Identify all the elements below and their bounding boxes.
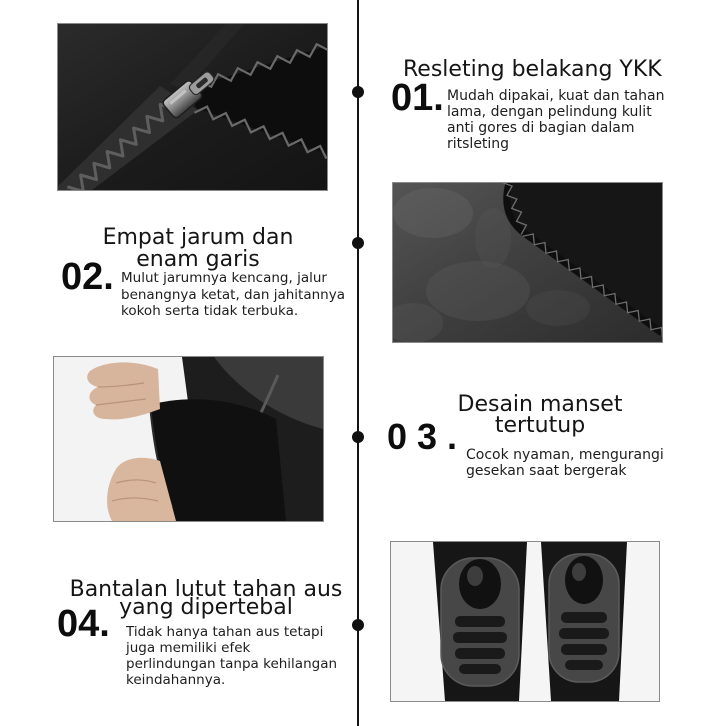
feature-title-line: yang dipertebal [119, 595, 293, 620]
seam-closeup-image [393, 183, 662, 342]
timeline-line [357, 0, 359, 726]
timeline-dot-03 [352, 431, 364, 443]
feature-title-line: Resleting belakang YKK [403, 57, 662, 82]
feature-description [466, 447, 664, 479]
feature-description [447, 88, 664, 152]
feature-title-line: Bantalan lutut tahan aus [69, 577, 343, 602]
feature-title-line: enam garis [136, 247, 260, 272]
timeline-dot-02 [352, 237, 364, 249]
description-line: Cocok nyaman, mengurangi [466, 447, 664, 463]
description-line: Mulut jarumnya kencang, jalur [121, 270, 327, 286]
zipper-photo [57, 23, 328, 191]
feature-title-line: Empat jarum dan [102, 225, 294, 250]
description-line: Mudah dipakai, kuat dan tahan [447, 88, 665, 104]
description-line: keindahannya. [126, 672, 226, 688]
feature-number: 01. [391, 77, 444, 119]
knee-pads-image [391, 542, 659, 701]
feature-description [126, 624, 337, 688]
description-line: benangnya ketat, dan jahitannya [121, 286, 345, 303]
description-line: juga memiliki efek [126, 640, 251, 656]
cuff-photo [53, 356, 324, 522]
description-line: anti gores di bagian dalam [447, 120, 635, 136]
stitching-photo [392, 182, 663, 343]
description-line: perlindungan tanpa kehilangan [126, 656, 338, 672]
timeline-dot-01 [352, 86, 364, 98]
feature-title [440, 394, 640, 436]
description-line: ritsleting [447, 136, 510, 152]
hand-top [87, 362, 160, 419]
description-line: Tidak hanya tahan aus tetapi [126, 624, 324, 640]
right-leg [541, 542, 627, 701]
timeline-dot-04 [352, 619, 364, 631]
description-line: kokoh serta tidak terbuka. [121, 303, 299, 319]
feature-number: 02. [61, 256, 114, 298]
knee-pad-photo [390, 541, 660, 702]
feature-number: 04. [57, 603, 110, 645]
zipper-closeup-image [58, 24, 327, 190]
description-line: gesekan saat bergerak [466, 463, 627, 479]
feature-title-line: tertutup [494, 413, 586, 438]
feature-title-line: Desain manset [457, 392, 623, 417]
feature-description [121, 270, 345, 320]
feature-number: 03. [387, 416, 468, 457]
description-line: lama, dengan pelindung kulit [447, 104, 652, 120]
feature-title [88, 227, 308, 271]
left-leg [433, 542, 527, 701]
sleeve-cuff-image [54, 357, 323, 521]
